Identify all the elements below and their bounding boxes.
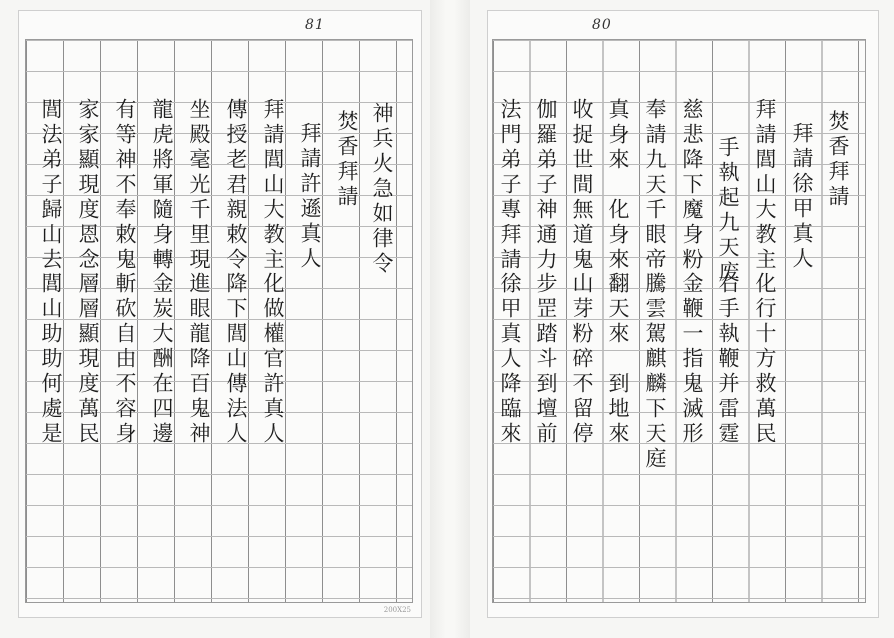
right-page (487, 10, 879, 618)
verse-line: 山芽粉碎不留停 (570, 272, 594, 447)
verse-line: 拜請徐甲真人 (790, 122, 814, 272)
verse-line: 拜請閭山大教主 (753, 98, 777, 273)
verse-line: 化行十方救萬民 (753, 272, 777, 447)
left-col-7b (151, 272, 172, 447)
left-page (18, 10, 422, 618)
right-page-number: 80 (592, 17, 612, 33)
verse-line: 坐殿毫光千里現 (187, 98, 211, 273)
verse-line: 金鞭一指鬼滅形 (680, 272, 704, 447)
right-col-5 (681, 98, 702, 273)
right-col-6b (644, 272, 665, 472)
verse-line: 傳授老君親敕令 (224, 98, 248, 273)
right-col-3b (754, 272, 775, 447)
verse-line: 進眼龍降百鬼神 (187, 272, 211, 447)
verse-line: 層層顯現度萬民 (76, 272, 100, 447)
left-col-5b (225, 272, 246, 447)
verse-line: 龍虎將軍隨身轉 (150, 98, 174, 273)
binding-gutter (430, 0, 470, 638)
left-col-6 (188, 98, 209, 273)
verse-line: 徐甲真人降臨來 (498, 272, 522, 447)
left-col-8 (114, 98, 135, 273)
left-col-3 (299, 122, 320, 272)
verse-line: 焚香拜請 (826, 110, 850, 210)
right-col-7b (607, 272, 628, 447)
left-col-10b (40, 272, 61, 447)
verse-line: 騰雲駕麒麟下天庭 (643, 272, 667, 472)
verse-line: 斬砍自由不容身 (113, 272, 137, 447)
left-col-8b (114, 272, 135, 447)
left-col-4 (262, 98, 283, 273)
right-col-8 (571, 98, 592, 273)
verse-line: 金炭大酬在四邊 (150, 272, 174, 447)
verse-line: 有等神不奉敕鬼 (113, 98, 137, 273)
right-col-10 (499, 98, 520, 273)
right-col-4 (717, 136, 738, 286)
verse-line: 奉請九天千眼帝 (643, 98, 667, 273)
right-col-5b (681, 272, 702, 447)
left-page-number: 81 (305, 17, 325, 33)
verse-line: 右手執鞭并雷霆 (716, 272, 740, 447)
verse-line: 拜請閭山大教主 (261, 98, 285, 273)
right-page-grid (492, 39, 866, 603)
right-col-3 (754, 98, 775, 273)
right-col-4b (717, 272, 738, 447)
right-col-2 (791, 122, 812, 272)
verse-line: 收捉世間無道鬼 (570, 98, 594, 273)
right-col-8b (571, 272, 592, 447)
verse-line: 降下閭山傳法人 (224, 272, 248, 447)
verse-line: 化做權官許真人 (261, 272, 285, 447)
page-footer-mark: 200X25 (383, 606, 411, 614)
verse-line: 法門弟子專拜請 (498, 98, 522, 273)
left-col-2 (336, 110, 357, 210)
verse-line: 家家顯現度恩念 (76, 98, 100, 273)
verse-line: 手執起九天废 (716, 136, 740, 286)
verse-line: 伽羅弟子神通力 (534, 98, 558, 273)
verse-line: 拜請許遜真人 (298, 122, 322, 272)
right-col-9 (535, 98, 556, 273)
left-col-1 (371, 102, 392, 277)
right-col-6 (644, 98, 665, 273)
verse-line: 神兵火急如律令 (370, 102, 394, 277)
left-col-4b (262, 272, 283, 447)
right-col-1 (827, 110, 848, 210)
left-col-6b (188, 272, 209, 447)
left-col-9b (77, 272, 98, 447)
verse-line: 真身來 化身來 (606, 98, 630, 273)
verse-line: 焚香拜請 (335, 110, 359, 210)
left-col-5 (225, 98, 246, 273)
verse-line: 步罡踏斗到壇前 (534, 272, 558, 447)
right-col-7 (607, 98, 628, 273)
right-col-10b (499, 272, 520, 447)
left-page-grid (25, 39, 413, 603)
left-col-10 (40, 98, 61, 273)
verse-line: 閭法弟子歸山去 (39, 98, 63, 273)
right-col-9b (535, 272, 556, 447)
verse-line: 翻天來 到地來 (606, 272, 630, 447)
left-col-9 (77, 98, 98, 273)
verse-line: 慈悲降下魔身粉 (680, 98, 704, 273)
left-col-7 (151, 98, 172, 273)
verse-line: 閭山助助何處是 (39, 272, 63, 447)
